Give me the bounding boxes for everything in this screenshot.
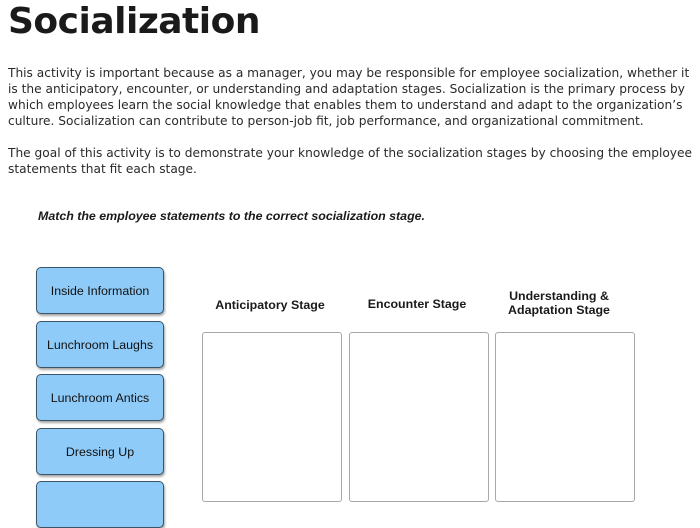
anticipatory-stage-heading: Anticipatory Stage [215, 298, 325, 312]
intro-paragraph: This activity is important because as a manager, you may be responsible for employee socialization, whether it is the anticipatory, encounter, or understanding and adaptation stages. Socialization is the primary process by which employees learn the social knowledge that enables them to understand and adapt to the organization’s culture. Socialization can contribute to person-job fit, job performance, and organizational commitment. [8, 66, 690, 128]
stage-heading-line: Adaptation Stage [508, 303, 610, 317]
understanding-adaptation-stage-heading [488, 289, 630, 317]
statement-card-lunchroom-laughs[interactable] [36, 321, 164, 368]
encounter-drop-zone[interactable] [349, 332, 489, 502]
understanding-adaptation-drop-zone[interactable] [495, 332, 635, 502]
instruction-text: Match the employee statements to the correct socialization stage. [38, 209, 425, 223]
statement-card-partial[interactable] [36, 481, 164, 528]
statement-card-lunchroom-antics[interactable] [36, 374, 164, 421]
statement-card-inside-information[interactable] [36, 267, 164, 314]
statement-card-dressing-up[interactable] [36, 428, 164, 475]
encounter-stage-heading: Encounter Stage [367, 297, 467, 311]
statement-card-label: Dressing Up [65, 444, 135, 459]
statement-card-label: Inside Information [50, 283, 150, 298]
statement-card-label: Lunchroom Laughs [46, 337, 154, 352]
stage-heading-line: Understanding & [509, 289, 609, 303]
statement-card-label: Lunchroom Antics [50, 390, 150, 405]
anticipatory-drop-zone[interactable] [202, 332, 342, 502]
page-title: Socialization [8, 1, 260, 42]
goal-paragraph: The goal of this activity is to demonstrate your knowledge of the socialization stages by choosing the employee statements that fit each stage. [8, 146, 693, 176]
